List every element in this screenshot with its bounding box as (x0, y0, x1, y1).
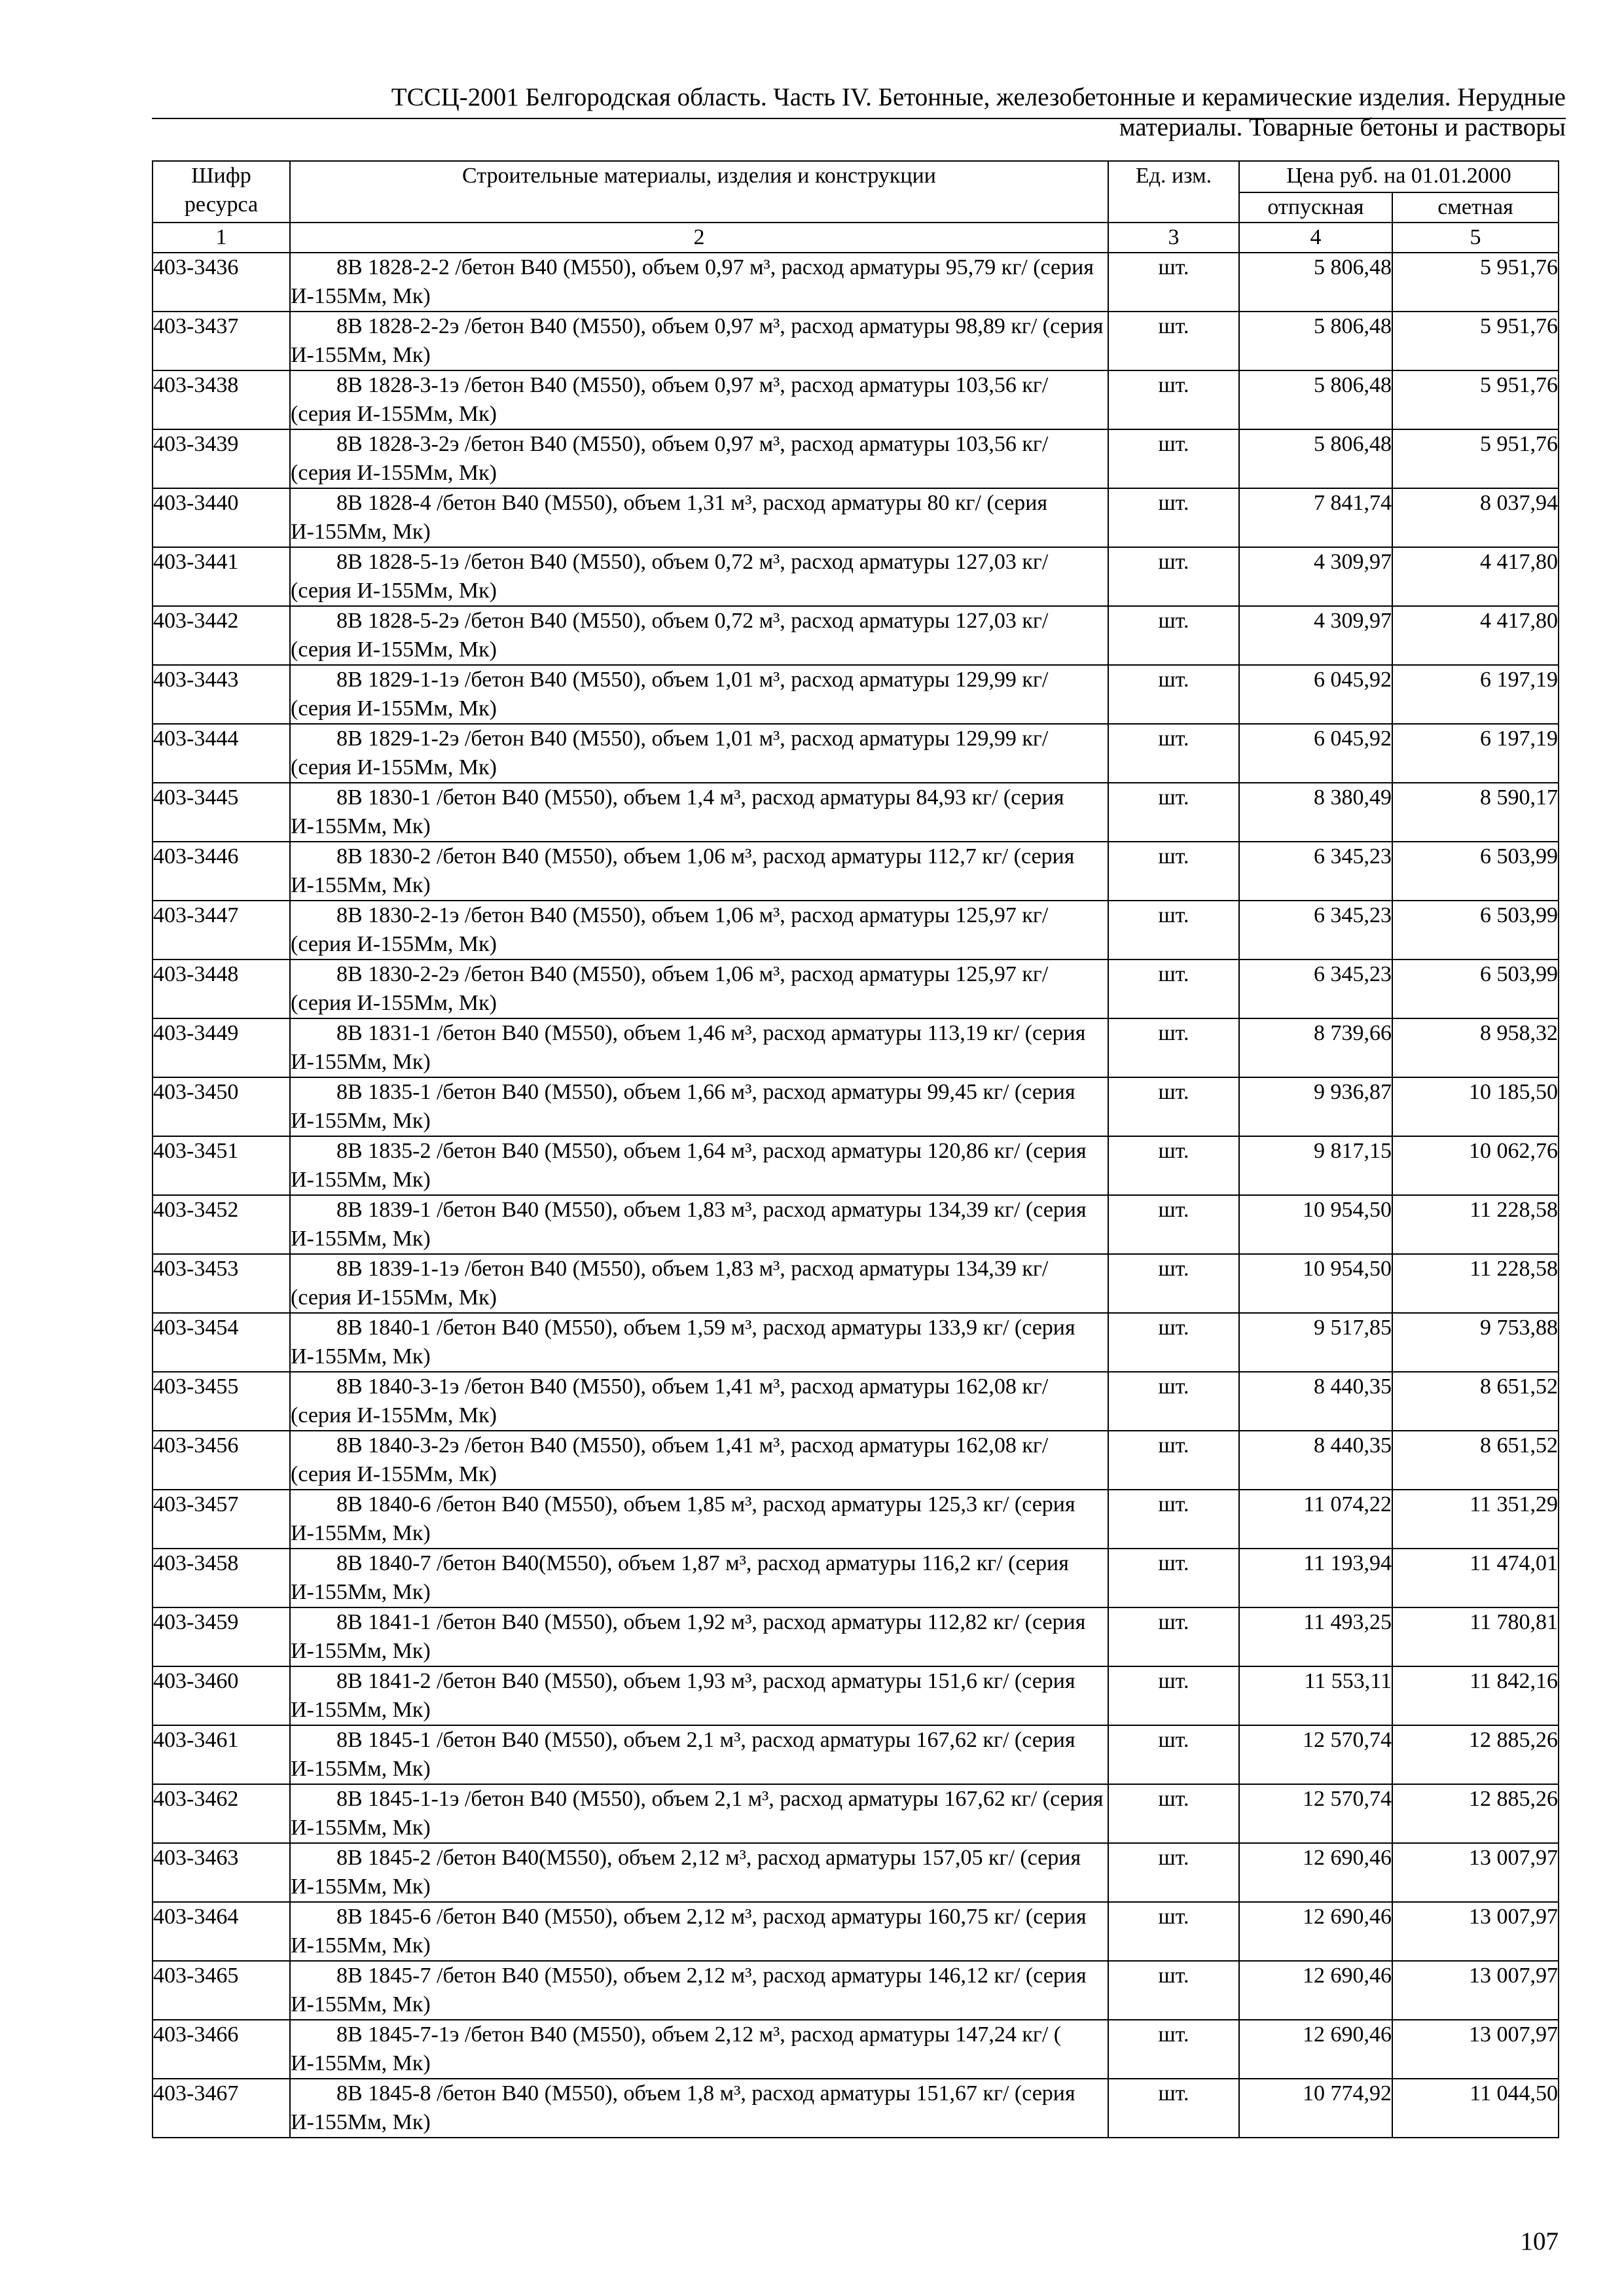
estimate-price-cell: 5 951,76 (1392, 429, 1559, 488)
estimate-price-cell: 8 651,52 (1392, 1431, 1559, 1490)
resource-code-cell: 403-3461 (153, 1725, 290, 1784)
description-cell: 8В 1845-1-1э /бетон В40 (М550), объем 2,1 м³, расход арматуры 167,62 кг/ (серия И-155Мм, Мк) (290, 1784, 1108, 1843)
unit-cell: шт. (1108, 1549, 1239, 1607)
table-row (153, 1431, 1559, 1490)
resource-code-cell: 403-3449 (153, 1018, 290, 1077)
unit-cell: шт. (1108, 1018, 1239, 1077)
description-cell: 8В 1845-7 /бетон В40 (М550), объем 2,12 м³, расход арматуры 146,12 кг/ (серия И-155Мм, Мк) (290, 1961, 1108, 2020)
description-cell: 8В 1840-6 /бетон В40 (М550), объем 1,85 м³, расход арматуры 125,3 кг/ (серия И-155Мм, Мк) (290, 1490, 1108, 1549)
header-release-price: отпускная (1239, 192, 1392, 223)
description-cell: 8В 1828-3-1э /бетон В40 (М550), объем 0,97 м³, расход арматуры 103,56 кг/ (серия И-155Мм, Мк) (290, 370, 1108, 429)
table-row (153, 1725, 1559, 1784)
estimate-price-cell: 5 951,76 (1392, 312, 1559, 370)
resource-code-cell: 403-3452 (153, 1195, 290, 1254)
description-cell: 8В 1845-8 /бетон В40 (М550), объем 1,8 м³, расход арматуры 151,67 кг/ (серия И-155Мм, Мк) (290, 2079, 1108, 2138)
description-cell: 8В 1840-3-1э /бетон В40 (М550), объем 1,41 м³, расход арматуры 162,08 кг/ (серия И-155Мм, Мк) (290, 1372, 1108, 1431)
release-price-cell: 6 345,23 (1239, 960, 1392, 1018)
release-price-cell: 12 690,46 (1239, 1902, 1392, 1961)
estimate-price-cell: 11 474,01 (1392, 1549, 1559, 1607)
resource-code-cell: 403-3462 (153, 1784, 290, 1843)
description-cell: 8В 1835-2 /бетон В40 (М550), объем 1,64 м³, расход арматуры 120,86 кг/ (серия И-155Мм, Мк) (290, 1136, 1108, 1195)
table-row (153, 1136, 1559, 1195)
release-price-cell: 6 045,92 (1239, 665, 1392, 724)
estimate-price-cell: 4 417,80 (1392, 606, 1559, 665)
resource-code-cell: 403-3442 (153, 606, 290, 665)
resource-code-cell: 403-3463 (153, 1843, 290, 1902)
running-header (152, 82, 1566, 143)
unit-cell: шт. (1108, 2079, 1239, 2138)
header-unit: Ед. изм. (1108, 161, 1239, 223)
release-price-cell: 5 806,48 (1239, 312, 1392, 370)
estimate-price-cell: 13 007,97 (1392, 1902, 1559, 1961)
table-row (153, 488, 1559, 547)
table-row (153, 1195, 1559, 1254)
unit-cell: шт. (1108, 1843, 1239, 1902)
release-price-cell: 8 440,35 (1239, 1372, 1392, 1431)
description-cell: 8В 1840-3-2э /бетон В40 (М550), объем 1,41 м³, расход арматуры 162,08 кг/ (серия И-155Мм, Мк) (290, 1431, 1108, 1490)
table-header-row (153, 161, 1559, 192)
release-price-cell: 9 817,15 (1239, 1136, 1392, 1195)
description-cell: 8В 1828-5-1э /бетон В40 (М550), объем 0,72 м³, расход арматуры 127,03 кг/ (серия И-155Мм, Мк) (290, 547, 1108, 606)
resource-code-cell: 403-3459 (153, 1607, 290, 1666)
release-price-cell: 6 345,23 (1239, 901, 1392, 960)
table-row (153, 1549, 1559, 1607)
table-row (153, 842, 1559, 901)
header-estimate-price: сметная (1392, 192, 1559, 223)
column-number: 3 (1108, 223, 1239, 253)
estimate-price-cell: 13 007,97 (1392, 2020, 1559, 2079)
unit-cell: шт. (1108, 1666, 1239, 1725)
description-cell: 8В 1828-2-2э /бетон В40 (М550), объем 0,97 м³, расход арматуры 98,89 кг/ (серия И-155Мм, Мк) (290, 312, 1108, 370)
description-cell: 8В 1845-1 /бетон В40 (М550), объем 2,1 м³, расход арматуры 167,62 кг/ (серия И-155Мм, Мк) (290, 1725, 1108, 1784)
column-number: 2 (290, 223, 1108, 253)
resource-code-cell: 403-3456 (153, 1431, 290, 1490)
estimate-price-cell: 6 503,99 (1392, 960, 1559, 1018)
estimate-price-cell: 6 503,99 (1392, 842, 1559, 901)
table-row (153, 1254, 1559, 1313)
unit-cell: шт. (1108, 2020, 1239, 2079)
resource-code-cell: 403-3464 (153, 1902, 290, 1961)
estimate-price-cell: 12 885,26 (1392, 1725, 1559, 1784)
release-price-cell: 5 806,48 (1239, 253, 1392, 312)
table-row (153, 547, 1559, 606)
table-row (153, 2020, 1559, 2079)
table-row (153, 783, 1559, 842)
resource-code-cell: 403-3436 (153, 253, 290, 312)
table-row (153, 1372, 1559, 1431)
unit-cell: шт. (1108, 1725, 1239, 1784)
description-cell: 8В 1829-1-2э /бетон В40 (М550), объем 1,01 м³, расход арматуры 129,99 кг/ (серия И-155Мм, Мк) (290, 724, 1108, 783)
resource-code-cell: 403-3457 (153, 1490, 290, 1549)
table-row (153, 1666, 1559, 1725)
resource-code-cell: 403-3465 (153, 1961, 290, 2020)
resource-code-cell: 403-3453 (153, 1254, 290, 1313)
release-price-cell: 4 309,97 (1239, 606, 1392, 665)
estimate-price-cell: 5 951,76 (1392, 370, 1559, 429)
release-price-cell: 6 345,23 (1239, 842, 1392, 901)
unit-cell: шт. (1108, 1607, 1239, 1666)
description-cell: 8В 1831-1 /бетон В40 (М550), объем 1,46 м³, расход арматуры 113,19 кг/ (серия И-155Мм, Мк) (290, 1018, 1108, 1077)
release-price-cell: 10 954,50 (1239, 1254, 1392, 1313)
release-price-cell: 12 690,46 (1239, 1843, 1392, 1902)
resource-code-cell: 403-3467 (153, 2079, 290, 2138)
resource-code-cell: 403-3444 (153, 724, 290, 783)
unit-cell: шт. (1108, 1490, 1239, 1549)
resource-code-cell: 403-3466 (153, 2020, 290, 2079)
description-cell: 8В 1830-2-1э /бетон В40 (М550), объем 1,06 м³, расход арматуры 125,97 кг/ (серия И-155Мм, Мк) (290, 901, 1108, 960)
table-row (153, 1313, 1559, 1372)
release-price-cell: 10 774,92 (1239, 2079, 1392, 2138)
unit-cell: шт. (1108, 1372, 1239, 1431)
resource-code-cell: 403-3445 (153, 783, 290, 842)
description-cell: 8В 1835-1 /бетон В40 (М550), объем 1,66 м³, расход арматуры 99,45 кг/ (серия И-155Мм, Мк) (290, 1077, 1108, 1136)
description-cell: 8В 1830-2 /бетон В40 (М550), объем 1,06 м³, расход арматуры 112,7 кг/ (серия И-155Мм, Мк) (290, 842, 1108, 901)
table-row (153, 1902, 1559, 1961)
unit-cell: шт. (1108, 253, 1239, 312)
estimate-price-cell: 8 590,17 (1392, 783, 1559, 842)
estimate-price-cell: 8 651,52 (1392, 1372, 1559, 1431)
unit-cell: шт. (1108, 1431, 1239, 1490)
table-row (153, 1490, 1559, 1549)
release-price-cell: 6 045,92 (1239, 724, 1392, 783)
table-row (153, 665, 1559, 724)
estimate-price-cell: 10 185,50 (1392, 1077, 1559, 1136)
unit-cell: шт. (1108, 901, 1239, 960)
resource-code-cell: 403-3455 (153, 1372, 290, 1431)
unit-cell: шт. (1108, 488, 1239, 547)
resource-code-cell: 403-3448 (153, 960, 290, 1018)
release-price-cell: 5 806,48 (1239, 429, 1392, 488)
estimate-price-cell: 9 753,88 (1392, 1313, 1559, 1372)
table-row (153, 253, 1559, 312)
estimate-price-cell: 13 007,97 (1392, 1843, 1559, 1902)
unit-cell: шт. (1108, 1195, 1239, 1254)
release-price-cell: 12 690,46 (1239, 1961, 1392, 2020)
unit-cell: шт. (1108, 783, 1239, 842)
unit-cell: шт. (1108, 1136, 1239, 1195)
unit-cell: шт. (1108, 1313, 1239, 1372)
release-price-cell: 12 690,46 (1239, 2020, 1392, 2079)
release-price-cell: 5 806,48 (1239, 370, 1392, 429)
unit-cell: шт. (1108, 312, 1239, 370)
header-rule (152, 118, 1566, 119)
estimate-price-cell: 6 197,19 (1392, 665, 1559, 724)
unit-cell: шт. (1108, 429, 1239, 488)
release-price-cell: 12 570,74 (1239, 1784, 1392, 1843)
unit-cell: шт. (1108, 370, 1239, 429)
unit-cell: шт. (1108, 842, 1239, 901)
estimate-price-cell: 11 351,29 (1392, 1490, 1559, 1549)
description-cell: 8В 1828-5-2э /бетон В40 (М550), объем 0,72 м³, расход арматуры 127,03 кг/ (серия И-155Мм, Мк) (290, 606, 1108, 665)
page-number: 107 (1520, 2227, 1559, 2255)
release-price-cell: 11 553,11 (1239, 1666, 1392, 1725)
resource-code-cell: 403-3451 (153, 1136, 290, 1195)
table-row (153, 429, 1559, 488)
resource-code-cell: 403-3440 (153, 488, 290, 547)
estimate-price-cell: 6 503,99 (1392, 901, 1559, 960)
release-price-cell: 8 739,66 (1239, 1018, 1392, 1077)
estimate-price-cell: 6 197,19 (1392, 724, 1559, 783)
table-row (153, 1784, 1559, 1843)
resource-code-cell: 403-3460 (153, 1666, 290, 1725)
column-number-row (153, 223, 1559, 253)
description-cell: 8В 1828-2-2 /бетон В40 (М550), объем 0,97 м³, расход арматуры 95,79 кг/ (серия И-155Мм, Мк) (290, 253, 1108, 312)
table-row (153, 606, 1559, 665)
description-cell: 8В 1828-4 /бетон В40 (М550), объем 1,31 м³, расход арматуры 80 кг/ (серия И-155Мм, Мк) (290, 488, 1108, 547)
estimate-price-cell: 8 037,94 (1392, 488, 1559, 547)
resource-code-cell: 403-3439 (153, 429, 290, 488)
column-number: 1 (153, 223, 290, 253)
unit-cell: шт. (1108, 724, 1239, 783)
release-price-cell: 11 493,25 (1239, 1607, 1392, 1666)
table-body (153, 253, 1559, 2138)
release-price-cell: 10 954,50 (1239, 1195, 1392, 1254)
description-cell: 8В 1845-7-1э /бетон В40 (М550), объем 2,12 м³, расход арматуры 147,24 кг/ ( И-155Мм, Мк) (290, 2020, 1108, 2079)
estimate-price-cell: 5 951,76 (1392, 253, 1559, 312)
unit-cell: шт. (1108, 1784, 1239, 1843)
estimate-price-cell: 13 007,97 (1392, 1961, 1559, 2020)
unit-cell: шт. (1108, 1254, 1239, 1313)
header-line-1: ТССЦ-2001 Белгородская область. Часть IV. Бетонные, железобетонные и керамические изделия. Нерудные (391, 83, 1566, 111)
price-table (152, 160, 1559, 2138)
description-cell: 8В 1840-1 /бетон В40 (М550), объем 1,59 м³, расход арматуры 133,9 кг/ (серия И-155Мм, Мк) (290, 1313, 1108, 1372)
release-price-cell: 11 193,94 (1239, 1549, 1392, 1607)
estimate-price-cell: 12 885,26 (1392, 1784, 1559, 1843)
table-row (153, 312, 1559, 370)
release-price-cell: 4 309,97 (1239, 547, 1392, 606)
table-row (153, 901, 1559, 960)
table-row (153, 1077, 1559, 1136)
unit-cell: шт. (1108, 960, 1239, 1018)
release-price-cell: 8 440,35 (1239, 1431, 1392, 1490)
description-cell: 8В 1840-7 /бетон В40(М550), объем 1,87 м³, расход арматуры 116,2 кг/ (серия И-155Мм, Мк) (290, 1549, 1108, 1607)
estimate-price-cell: 4 417,80 (1392, 547, 1559, 606)
resource-code-cell: 403-3446 (153, 842, 290, 901)
unit-cell: шт. (1108, 1077, 1239, 1136)
unit-cell: шт. (1108, 665, 1239, 724)
estimate-price-cell: 11 780,81 (1392, 1607, 1559, 1666)
release-price-cell: 9 936,87 (1239, 1077, 1392, 1136)
table-row (153, 1607, 1559, 1666)
release-price-cell: 7 841,74 (1239, 488, 1392, 547)
description-cell: 8В 1830-2-2э /бетон В40 (М550), объем 1,06 м³, расход арматуры 125,97 кг/ (серия И-155Мм, Мк) (290, 960, 1108, 1018)
description-cell: 8В 1828-3-2э /бетон В40 (М550), объем 0,97 м³, расход арматуры 103,56 кг/ (серия И-155Мм, Мк) (290, 429, 1108, 488)
resource-code-cell: 403-3437 (153, 312, 290, 370)
description-cell: 8В 1829-1-1э /бетон В40 (М550), объем 1,01 м³, расход арматуры 129,99 кг/ (серия И-155Мм, Мк) (290, 665, 1108, 724)
release-price-cell: 9 517,85 (1239, 1313, 1392, 1372)
estimate-price-cell: 11 228,58 (1392, 1254, 1559, 1313)
description-cell: 8В 1845-6 /бетон В40 (М550), объем 2,12 м³, расход арматуры 160,75 кг/ (серия И-155Мм, Мк) (290, 1902, 1108, 1961)
resource-code-cell: 403-3447 (153, 901, 290, 960)
description-cell: 8В 1839-1-1э /бетон В40 (М550), объем 1,83 м³, расход арматуры 134,39 кг/ (серия И-155Мм, Мк) (290, 1254, 1108, 1313)
description-cell: 8В 1839-1 /бетон В40 (М550), объем 1,83 м³, расход арматуры 134,39 кг/ (серия И-155Мм, Мк) (290, 1195, 1108, 1254)
resource-code-cell: 403-3454 (153, 1313, 290, 1372)
estimate-price-cell: 8 958,32 (1392, 1018, 1559, 1077)
resource-code-cell: 403-3438 (153, 370, 290, 429)
unit-cell: шт. (1108, 547, 1239, 606)
resource-code-cell: 403-3443 (153, 665, 290, 724)
table-row (153, 2079, 1559, 2138)
header-code: Шифр ресурса (153, 161, 290, 223)
resource-code-cell: 403-3458 (153, 1549, 290, 1607)
estimate-price-cell: 11 842,16 (1392, 1666, 1559, 1725)
table-row (153, 1018, 1559, 1077)
release-price-cell: 8 380,49 (1239, 783, 1392, 842)
description-cell: 8В 1830-1 /бетон В40 (М550), объем 1,4 м³, расход арматуры 84,93 кг/ (серия И-155Мм, Мк) (290, 783, 1108, 842)
unit-cell: шт. (1108, 1961, 1239, 2020)
description-cell: 8В 1841-2 /бетон В40 (М550), объем 1,93 м³, расход арматуры 151,6 кг/ (серия И-155Мм, Мк) (290, 1666, 1108, 1725)
unit-cell: шт. (1108, 606, 1239, 665)
header-price-group: Цена руб. на 01.01.2000 (1239, 161, 1559, 192)
unit-cell: шт. (1108, 1902, 1239, 1961)
resource-code-cell: 403-3450 (153, 1077, 290, 1136)
table-row (153, 1843, 1559, 1902)
estimate-price-cell: 11 044,50 (1392, 2079, 1559, 2138)
table-row (153, 960, 1559, 1018)
column-number: 4 (1239, 223, 1392, 253)
header-line-2: материалы. Товарные бетоны и растворы (1119, 113, 1566, 141)
estimate-price-cell: 10 062,76 (1392, 1136, 1559, 1195)
release-price-cell: 12 570,74 (1239, 1725, 1392, 1784)
release-price-cell: 11 074,22 (1239, 1490, 1392, 1549)
resource-code-cell: 403-3441 (153, 547, 290, 606)
table-row (153, 1961, 1559, 2020)
table-row (153, 724, 1559, 783)
table-row (153, 370, 1559, 429)
column-number: 5 (1392, 223, 1559, 253)
header-name: Строительные материалы, изделия и конструкции (290, 161, 1108, 223)
estimate-price-cell: 11 228,58 (1392, 1195, 1559, 1254)
description-cell: 8В 1841-1 /бетон В40 (М550), объем 1,92 м³, расход арматуры 112,82 кг/ (серия И-155Мм, Мк) (290, 1607, 1108, 1666)
description-cell: 8В 1845-2 /бетон В40(М550), объем 2,12 м³, расход арматуры 157,05 кг/ (серия И-155Мм, Мк) (290, 1843, 1108, 1902)
